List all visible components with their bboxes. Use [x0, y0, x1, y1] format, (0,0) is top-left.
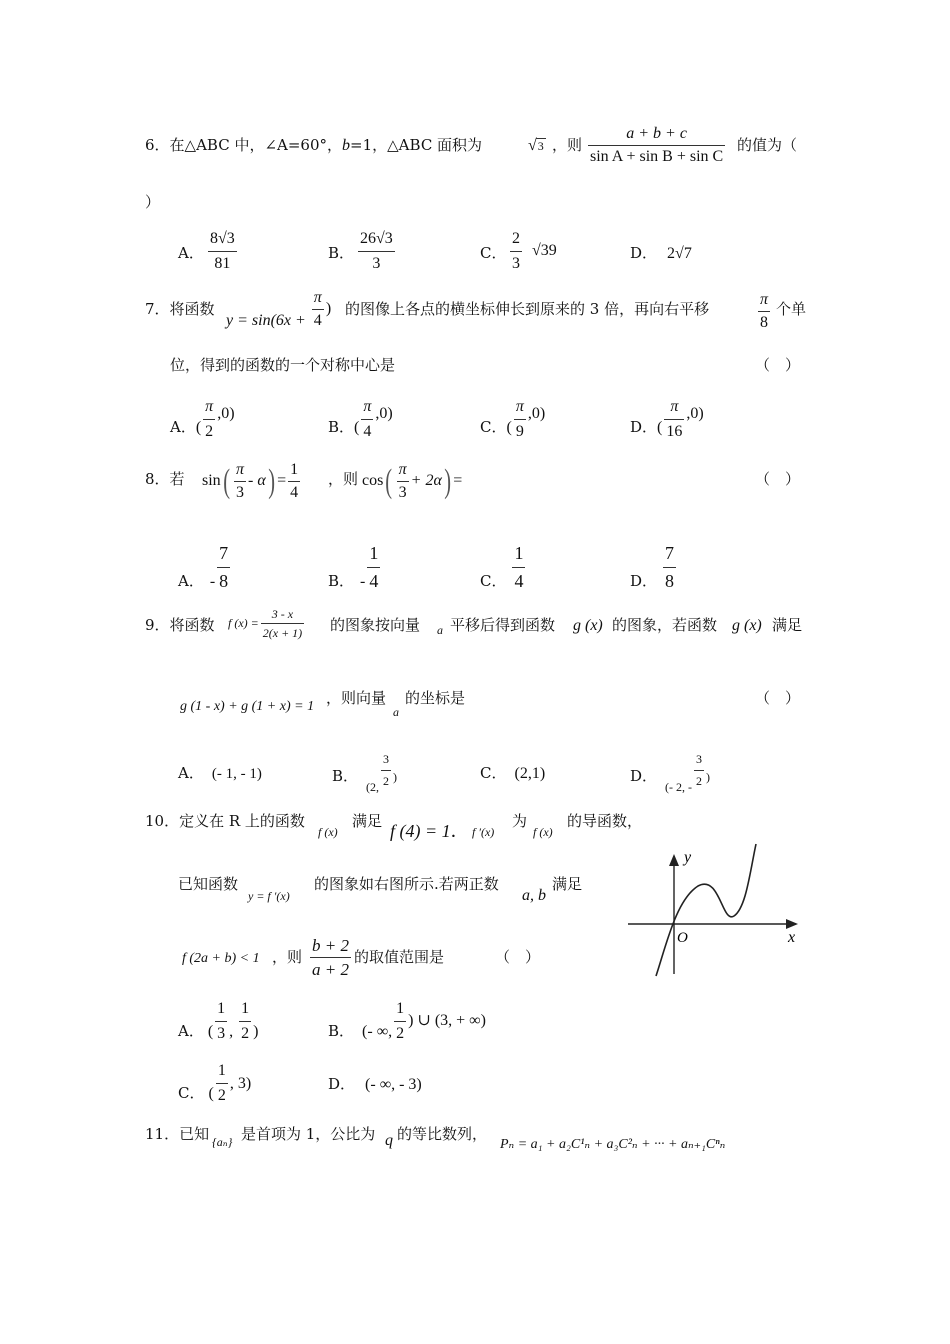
q10-option-d[interactable]: D． (- ∞, - 3)	[328, 1075, 422, 1093]
q9-number: 9．	[145, 616, 170, 634]
question-11: 11．已知	[145, 1125, 210, 1143]
q10-ratio: $\frac{b + 2}{a + 2}$	[312, 936, 349, 979]
q10-line2-b: 的图象如右图所示.若两正数	[314, 875, 499, 893]
q7-number: 7．	[145, 300, 170, 318]
q10-y-fprime: y = f ′(x)	[248, 889, 290, 903]
q10-fx2: f (x)	[533, 825, 553, 839]
q10-line3-b: ，则	[272, 948, 303, 966]
question-9: 9．将函数	[145, 616, 215, 634]
q9-text-d: 的图象，若函数	[612, 616, 718, 634]
q7-shift: $\frac{\pi}{8}$	[760, 291, 769, 331]
q10-ab: a, b	[522, 887, 546, 904]
q6-option-b[interactable]: B． $\frac{26√3}{3}$	[328, 230, 393, 272]
q11-pn-formula: Pₙ = a₁ + a₂C¹ₙ + a₃C²ₙ + ··· + aₙ₊₁Cⁿₙ	[500, 1137, 726, 1152]
q8-answer-paren: （ ）	[755, 470, 801, 488]
q10-number: 10．	[145, 812, 180, 830]
q6-close-paren: ）	[145, 193, 161, 211]
q9-option-d[interactable]: D．$_{(- 2, -}$ $\frac{3}{2}$ $_)$	[630, 752, 711, 794]
q10-line2-c: 满足	[552, 875, 583, 893]
q9-function: f (x) = $\frac{3 - x}{2(x + 1)}$	[228, 607, 303, 640]
q10-answer-paren: （ ）	[495, 948, 541, 966]
x-axis-arrow-icon	[786, 919, 798, 929]
q8-option-c[interactable]: C． $\frac{1}{4}$	[480, 543, 524, 591]
q10-inequality: f (2a + b) < 1	[182, 951, 260, 966]
q6-sqrt3: √3	[528, 137, 544, 154]
q11-sequence: {aₙ}	[212, 1135, 233, 1149]
q9-vector-a: a	[437, 623, 443, 637]
q6-fraction: $\frac{a + b + c}{\text{sin A + sin B + sin C}}$	[590, 125, 724, 165]
q10-f4: f (4) = 1．	[390, 821, 469, 841]
q10-text-b: 满足	[352, 812, 383, 830]
q10-option-a[interactable]: A． ( $\frac{1}{3}$ , $\frac{1}{2}$ )	[178, 1000, 259, 1042]
q11-text-c: 的等比数列，	[397, 1125, 488, 1143]
q7-option-d[interactable]: D．( $\frac{\pi}{16}$ ,0)	[630, 398, 704, 440]
q6-option-a[interactable]: A． $\frac{8√3}{81}$	[178, 230, 235, 272]
derivative-graph	[622, 842, 812, 982]
q11-text-b: 是首项为 1，公比为	[241, 1125, 376, 1143]
question-7: 7．将函数	[145, 300, 215, 318]
q7-option-b[interactable]: B．( $\frac{\pi}{4}$ ,0)	[328, 398, 393, 440]
q8-option-a[interactable]: A． - $\frac{7}{8}$	[178, 543, 229, 591]
q10-fprime: f ′(x)	[472, 825, 495, 839]
question-8: 8．若	[145, 470, 185, 488]
q10-line2-a: 已知函数	[178, 875, 239, 893]
q7-text: 的图像上各点的横坐标伸长到原来的 3 倍，再向右平移	[345, 300, 710, 318]
q9-text-c: 平移后得到函数	[450, 616, 556, 634]
q10-option-b[interactable]: B． (- ∞, $\frac{1}{2}$ ) ∪ (3, + ∞)	[328, 1000, 486, 1042]
q9-text-b: 的图象按向量	[330, 616, 421, 634]
q9-gx2: g (x)	[732, 617, 762, 634]
q6-option-c[interactable]: C． $\frac{2}{3}$ √39	[480, 230, 557, 272]
q7-answer-paren: （ ）	[755, 356, 801, 374]
q10-text-c: 为	[512, 812, 528, 830]
q9-gx: g (x)	[573, 617, 603, 634]
q9-text-g: 的坐标是	[405, 689, 466, 707]
q11-number: 11．	[145, 1125, 180, 1143]
graph-x-label: x	[788, 929, 796, 946]
q8-sin-expression: sin( $\frac{\pi}{3}$ - α) = $\frac{1}{4}$	[202, 461, 299, 501]
q9-option-a[interactable]: A． (- 1, - 1)	[178, 764, 262, 782]
q10-line3-c: 的取值范围是	[354, 948, 445, 966]
q10-text-d: 的导函数，	[567, 812, 643, 830]
graph-y-label: y	[684, 849, 692, 866]
q6-value-text: 的值为（	[737, 136, 798, 154]
q9-text-f: ，则向量	[326, 689, 387, 707]
q9-condition: g (1 - x) + g (1 + x) = 1	[180, 699, 315, 714]
q8-cos-expression: cos( $\frac{\pi}{3}$ + 2α) =	[362, 461, 463, 501]
q6-number: 6．	[145, 136, 170, 154]
q7-line2: 位，得到的函数的一个对称中心是	[170, 356, 396, 374]
q10-fx: f (x)	[318, 825, 338, 839]
q8-option-b[interactable]: B． - $\frac{1}{4}$	[328, 543, 379, 591]
q9-vector-a2: a	[393, 705, 399, 719]
q6-option-d[interactable]: D． 2√7	[630, 244, 692, 262]
q6-then: ，则	[552, 136, 583, 154]
q9-answer-paren: （ ）	[755, 689, 801, 707]
y-axis-arrow-icon	[669, 854, 679, 866]
question-10: 10．定义在 R 上的函数	[145, 812, 305, 830]
q8-then: ，则	[328, 470, 359, 488]
q7-function: y = sin(6x + $\frac{\pi}{4}$ )	[226, 289, 332, 330]
q8-option-d[interactable]: D． $\frac{7}{8}$	[630, 543, 675, 591]
q9-option-b[interactable]: B．$_{(2,}$ $\frac{3}{2}$ $_)$	[332, 752, 398, 794]
q7-option-a[interactable]: A．( $\frac{\pi}{2}$ ,0)	[170, 398, 235, 440]
q10-option-c[interactable]: C． ( $\frac{1}{2}$ , 3)	[178, 1062, 252, 1104]
q9-text-e: 满足	[772, 616, 803, 634]
q9-option-c[interactable]: C． (2,1)	[480, 764, 546, 782]
q8-number: 8．	[145, 470, 170, 488]
q11-q: q	[385, 1132, 393, 1149]
question-6: 6．在△ABC 中，∠A=60°，b=1，△ABC 面积为	[145, 136, 483, 154]
q7-option-c[interactable]: C．( $\frac{\pi}{9}$ ,0)	[480, 398, 546, 440]
graph-origin-label: O	[677, 930, 688, 946]
q7-text-end: 个单	[776, 300, 807, 318]
